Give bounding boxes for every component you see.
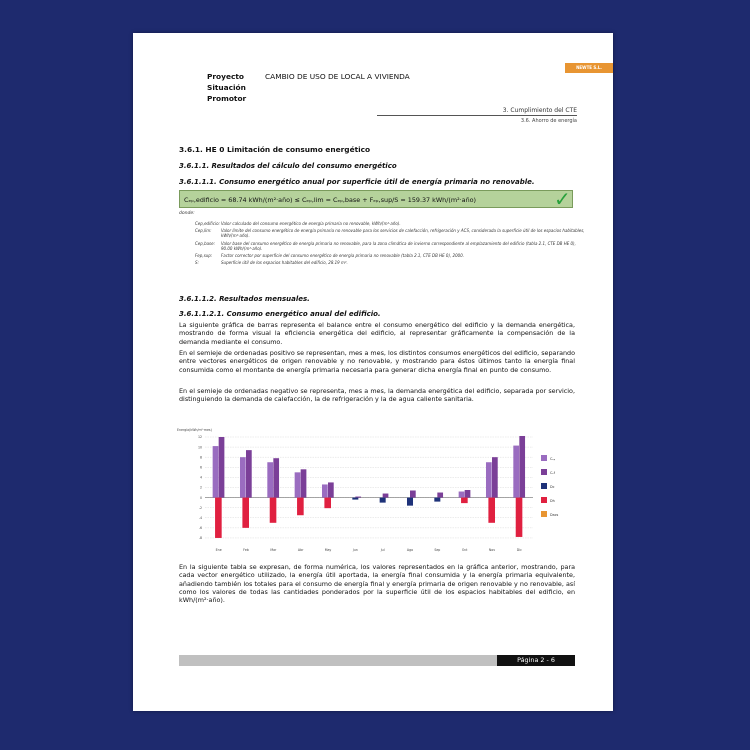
bar-dc (434, 498, 440, 502)
bar-cep (486, 462, 492, 497)
y-tick-label: 12 (197, 435, 202, 440)
legend-label: Dh (550, 499, 555, 503)
proyecto-value: CAMBIO DE USO DE LOCAL A VIVIENDA (265, 72, 410, 81)
legend-label: Cₑf (550, 471, 555, 475)
bar-cef (410, 491, 416, 498)
bar-cef (437, 493, 443, 498)
bar-cep (240, 457, 246, 497)
bar-cep (513, 446, 519, 498)
promotor-label: Promotor (207, 94, 247, 103)
bar-cef (492, 457, 498, 497)
definition-row: Fep,sup: Factor corrector por superficie del consumo energético de energía primaria no renovable (tabla 2.1, CTE DB HE 0), 2000. (195, 253, 465, 259)
x-tick-label: May (324, 548, 332, 552)
bar-cef (328, 482, 334, 497)
bar-cep (459, 492, 465, 498)
x-tick-label: Sep (434, 548, 441, 552)
y-tick-label: 6 (199, 465, 202, 470)
y-axis-label: Energía(kWh/m²·mes) (177, 428, 212, 432)
y-tick-label: 0 (199, 495, 202, 500)
company-logo: NEWTE S.L. (565, 63, 613, 73)
legend-label: Dc (550, 485, 555, 489)
bar-cef (519, 436, 525, 498)
legend-label: Cₑₚ (550, 457, 556, 461)
x-tick-label: Jun (352, 548, 358, 552)
definition-row: S: Superficie útil de los espacios habitables del edificio, 28.19 m². (195, 260, 348, 266)
bar-dc (407, 498, 413, 506)
legend-swatch (541, 511, 547, 517)
bar-dh (270, 498, 277, 523)
x-tick-label: Abr (297, 548, 304, 552)
bar-dc (380, 498, 386, 503)
x-tick-label: Ago (406, 548, 414, 552)
section-header (503, 106, 577, 126)
y-tick-label: -4 (198, 515, 202, 520)
heading-edificio: 3.6.1.1.2.1. Consumo energético anual del edificio. (179, 310, 381, 318)
paragraph-4: En la siguiente tabla se expresan, de forma numérica, los valores representados en la gráfica anterior, mostrando, para cada vector energético utilizado, la energía útil aportada, la energía final consumida y la energía primaria equivalente, añadiendo también los totales para el consumo de energía final y energía primaria de origen renovable y no renovable, así como los valores de todas las cantidades ponderados por la superficie útil de los espacios habitables del edificio, en kWh/(m²·año). (179, 563, 575, 605)
bar-cef (383, 494, 389, 498)
paragraph-2: En el semieje de ordenadas positivo se representan, mes a mes, los distintos consumos energéticos del edificio, separando entre vectores energéticos de origen renovable y no renovable, y mostrando para éstos últimos tanto la energía final consumida como el montante de energía primaria necesaria para generar dicha energía final en punto de consumo. (179, 349, 575, 374)
x-tick-label: Ene (215, 548, 222, 552)
page-number: Página 2 - 6 (497, 655, 575, 666)
formula-box: Cₑₚ,edificio = 68.74 kWh/(m²·año) ≤ Cₑₚ,lim = Cₑₚ,base + Fₑₚ,sup/S = 159.37 kWh/(m²·año) (179, 190, 573, 208)
x-tick-label: Dic (516, 548, 522, 552)
heading-he0: 3.6.1. HE 0 Limitación de consumo energético (179, 145, 371, 154)
check-icon: ✓ (554, 187, 571, 211)
bar-dh (324, 498, 331, 509)
bar-dh (297, 498, 304, 516)
y-tick-label: -8 (198, 536, 202, 541)
legend-swatch (541, 483, 547, 489)
donde-label: donde: (179, 211, 195, 216)
proyecto-label: Proyecto (207, 72, 244, 81)
bar-dc (352, 498, 358, 500)
bar-cep (322, 484, 328, 497)
bar-cep (267, 462, 273, 497)
bar-cef (301, 469, 307, 497)
y-tick-label: -2 (198, 505, 202, 510)
energy-bar-chart (175, 425, 575, 555)
y-tick-label: 4 (199, 475, 202, 480)
y-tick-label: 8 (199, 455, 202, 460)
legend-label: Dacs (550, 513, 559, 517)
legend-swatch (541, 455, 547, 461)
heading-consumo-anual: 3.6.1.1.1. Consumo energético anual por superficie útil de energía primaria no renovable. (179, 178, 535, 186)
definitions-list (195, 221, 585, 267)
bar-cef (219, 437, 225, 498)
bar-cep (295, 472, 301, 497)
situacion-label: Situación (207, 83, 246, 92)
section-line2: 3.6. Ahorro de energía (520, 118, 577, 124)
document-page (133, 33, 613, 711)
bar-dh (215, 498, 222, 538)
project-block (207, 71, 410, 104)
paragraph-3: En el semieje de ordenadas negativo se representa, mes a mes, la demanda energética del edificio, separada por servicio, distinguiendo la demanda de calefacción, la de refrigeración y la de agua caliente sanitaria. (179, 387, 575, 404)
footer-bar (179, 655, 497, 666)
legend-swatch (541, 497, 547, 503)
definition-row: Cep,edificio: Valor calculado del consumo energético de energía primaria no renovable, kWh/(m²·año). (195, 221, 401, 226)
bar-cef (246, 450, 252, 497)
bar-cef (355, 497, 361, 498)
bar-dh (488, 498, 495, 523)
bar-cep (213, 446, 219, 497)
y-tick-label: 10 (197, 445, 202, 450)
definition-row: Cep,lim: Valor límite del consumo energético de energía primaria no renovable para los servicios de calefacción, refrigeración y ACS, considerada la superficie útil de los espacios habitables, kWh/(m²·año). (195, 228, 585, 239)
bar-cef (465, 490, 471, 498)
bar-dh (242, 498, 249, 528)
bar-dh (461, 498, 468, 504)
x-tick-label: Nov (488, 548, 496, 552)
x-tick-label: Mar (270, 548, 277, 552)
bar-dh (516, 498, 523, 537)
bar-cef (273, 458, 279, 497)
legend-swatch (541, 469, 547, 475)
definition-row: Cep,base: Valor base del consumo energético de energía primaria no renovable, para la zona climática de invierno correspondiente al emplazamiento del edificio (tabla 2.1, CTE DB HE 0), 90.00 kWh/(m²·año). (195, 240, 576, 251)
y-tick-label: -6 (198, 526, 202, 531)
paragraph-1: La siguiente gráfica de barras representa el balance entre el consumo energético del edificio y la demanda energética, mostrando de forma visual la eficiencia energética del edificio, al representar gráficamente la compensación de la demanda mediante el consumo. (179, 321, 575, 346)
x-tick-label: Feb (243, 548, 249, 552)
heading-resultados: 3.6.1.1. Resultados del cálculo del consumo energético (179, 162, 397, 170)
x-tick-label: Oct (461, 548, 468, 552)
section-line1: 3. Cumplimiento del CTE (502, 107, 577, 114)
heading-mensuales: 3.6.1.1.2. Resultados mensuales. (179, 295, 310, 303)
y-tick-label: 2 (199, 485, 202, 490)
x-tick-label: Jul (380, 548, 385, 552)
section-rule (377, 115, 577, 116)
